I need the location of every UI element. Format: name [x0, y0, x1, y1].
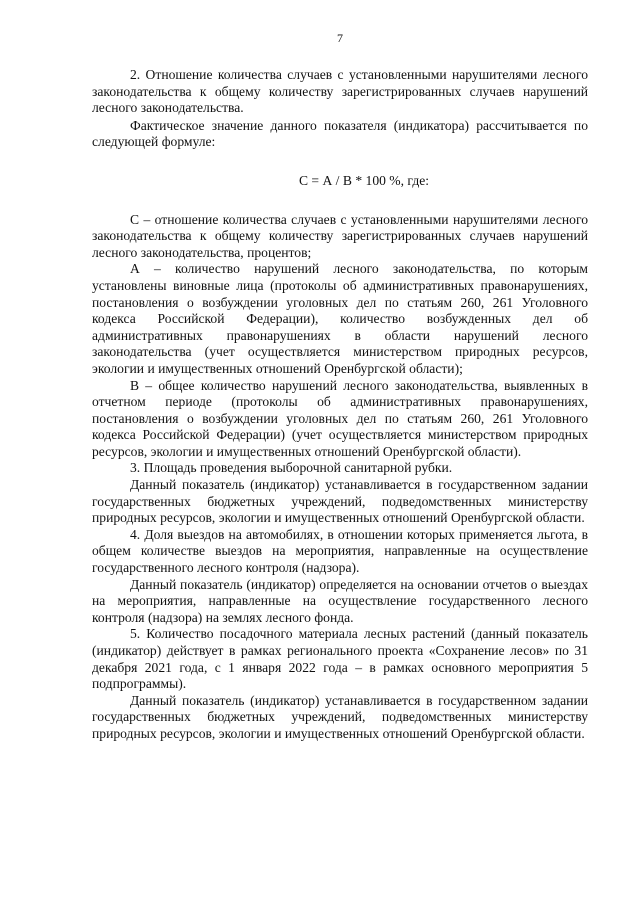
paragraph-indicator-5-note: Данный показатель (индикатор) устанавливается в государственном задании государственных бюджетных учреждений, подведомственных министерству природных ресурсов, экологии и имущественных отношений Оренбургской области.	[92, 692, 588, 741]
paragraph-definition-b: В – общее количество нарушений лесного законодательства, выявленных в отчетном периоде (протоколы об административных правонарушениях, постановления о возбуждении уголовных дел по статьям 260, 261 Уголовного кодекса Российской Федерации) (учет осуществляется министерством природных ресурсов, экологии и имущественных отношений Оренбургской области).	[92, 377, 588, 459]
paragraph-definition-c: С – отношение количества случаев с установленными нарушителями лесного законодательства к общему количеству зарегистрированных случаев нарушений лесного законодательства, процентов;	[92, 211, 588, 260]
document-page	[92, 30, 588, 743]
paragraph-indicator-4: 4. Доля выездов на автомобилях, в отношении которых применяется льгота, в общем количестве выездов на мероприятия, направленные на осуществление государственного лесного контроля (надзора).	[92, 526, 588, 576]
paragraph-formula-intro: Фактическое значение данного показателя (индикатора) рассчитывается по следующей формуле:	[92, 117, 588, 150]
page-number: 7	[337, 31, 343, 45]
formula: С = А / В * 100 %, где:	[298, 172, 430, 188]
paragraph-indicator-3-note: Данный показатель (индикатор) устанавливается в государственном задании государственных бюджетных учреждений, подведомственных министерству природных ресурсов, экологии и имущественных отношений Оренбургской области.	[92, 477, 588, 526]
paragraph-indicator-4-note: Данный показатель (индикатор) определяется на основании отчетов о выездах на мероприятия, направленные на осуществление государственного лесного контроля (надзора) на землях лесного фонда.	[92, 576, 588, 625]
paragraph-indicator-3: 3. Площадь проведения выборочной санитарной рубки.	[130, 460, 453, 476]
paragraph-indicator-2: 2. Отношение количества случаев с установленными нарушителями лесного законодательства к общему количеству зарегистрированных случаев нарушений лесного законодательства.	[92, 67, 588, 116]
paragraph-definition-a: А – количество нарушений лесного законодательства, по которым установлены виновные лица (протоколы об административных правонарушениях, постановления о возбуждении уголовных дел по статьям 260, 261 Уголовного кодекса Российской Федерации), количество возбужденных дел об административных правонарушениях в области нарушений лесного законодательства (учет осуществляется министерством природных ресурсов, экологии и имущественных отношений Оренбургской области);	[92, 261, 588, 376]
paragraph-indicator-5: 5. Количество посадочного материала лесных растений (данный показатель (индикатор) действует в рамках регионального проекта «Сохранение лесов» по 31 декабря 2021 года, с 1 января 2022 года – в рамках основного мероприятия 5 подпрограммы).	[92, 626, 588, 692]
